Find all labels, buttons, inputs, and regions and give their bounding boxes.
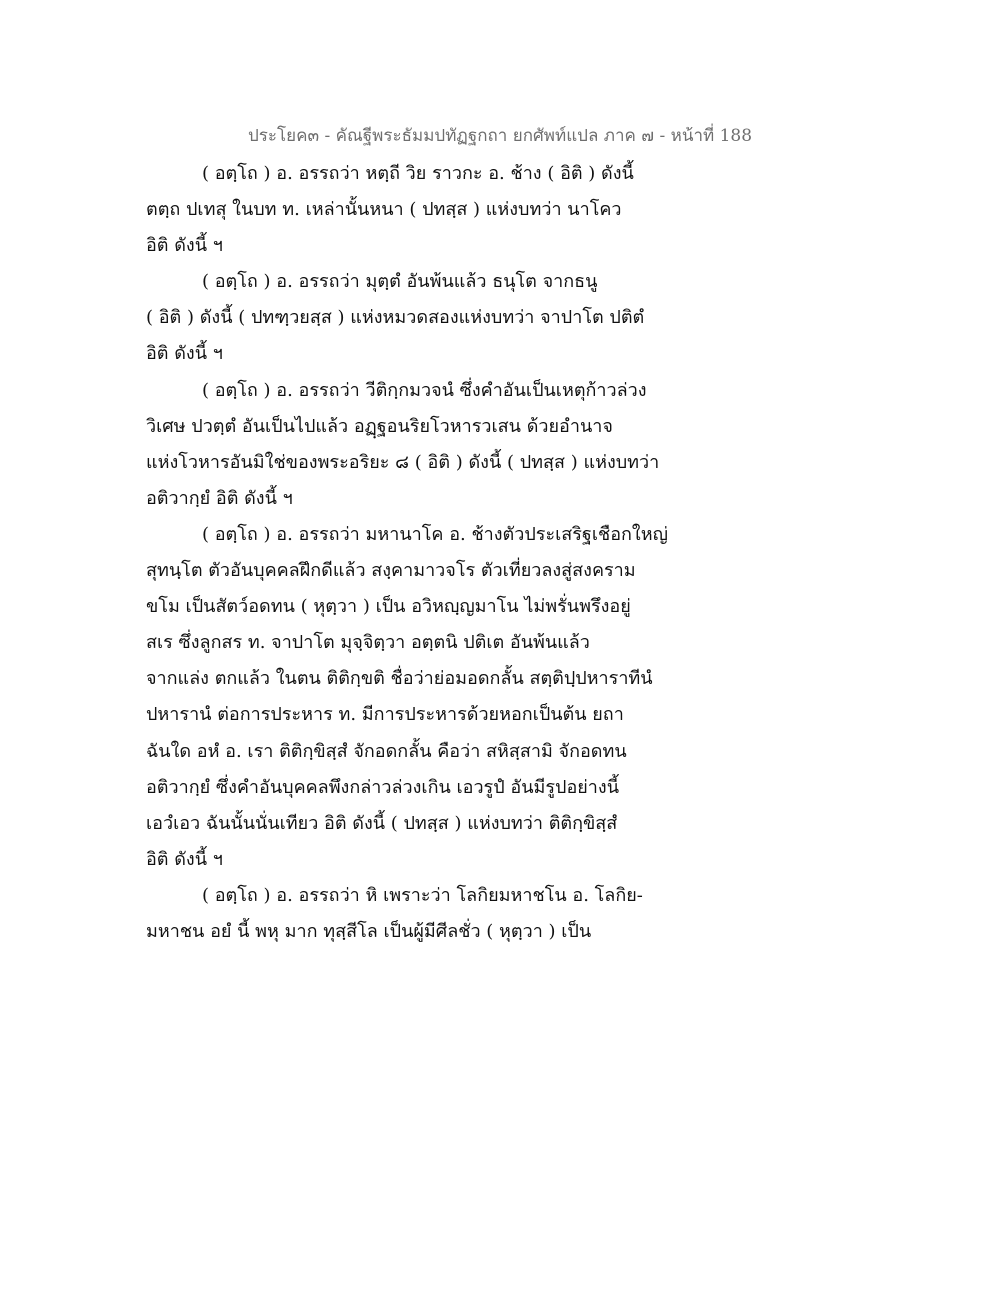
paragraph-line: ( อิติ ) ดังนี้ ( ปทฑฺวยสฺส ) แห่งหมวดสองแห่งบทว่า จาปาโต ปติตํ <box>146 307 645 329</box>
paragraph-line: สเร ซึ่งลูกสร ท. จาปาโต มุจฺจิตฺวา อตฺตนิ ปติเต อันพ้นแล้ว <box>146 632 590 654</box>
paragraph-line: มหาชน อยํ นี้ พหุ มาก ทุสฺสีโล เป็นผู้มีศีลชั่ว ( หุตฺวา ) เป็น <box>146 920 592 942</box>
paragraph-line: จากแล่ง ตกแล้ว ในตน ติติกฺขติ ชื่อว่าย่อมอดกลั้น สตฺติปฺปหาราทีนํ <box>146 668 653 690</box>
document-body <box>146 156 706 950</box>
paragraph-line: ( อตฺโถ ) อ. อรรถว่า หตฺถี วิย ราวกะ อ. ช้าง ( อิติ ) ดังนี้ <box>202 163 634 184</box>
paragraph-line: ขโม เป็นสัตว์อดทน ( หุตฺวา ) เป็น อวิหญฺญมาโน ไม่พรั่นพรึงอยู่ <box>146 596 631 618</box>
paragraph-line: ฉันใด อหํ อ. เรา ติติกฺขิสฺสํ จักอดกลั้น คือว่า สหิสฺสามิ จักอดทน <box>146 740 627 762</box>
paragraph-line: อิติ ดังนี้ ฯ <box>146 235 223 257</box>
paragraph-line: สุทนฺโต ตัวอันบุคคลฝึกดีแล้ว สงฺคามาวจโร ตัวเที่ยวลงสู่สงคราม <box>146 560 636 582</box>
paragraph-3 <box>146 373 706 517</box>
paragraph-line: อิติ ดังนี้ ฯ <box>146 848 223 870</box>
paragraph-1 <box>146 156 706 264</box>
paragraph-line: ( อตฺโถ ) อ. อรรถว่า มุตฺตํ อันพ้นแล้ว ธนุโต จากธนู <box>202 271 598 293</box>
paragraph-line: แห่งโวหารอันมิใช่ของพระอริยะ ๘ ( อิติ ) ดังนี้ ( ปทสฺส ) แห่งบทว่า <box>146 451 660 473</box>
paragraph-line: เอวํเอว ฉันนั้นนั่นเทียว อิติ ดังนี้ ( ปทสฺส ) แห่งบทว่า ติติกฺขิสฺสํ <box>146 812 618 834</box>
paragraph-line: ปหารานํ ต่อการประหาร ท. มีการประหารด้วยหอกเป็นต้น ยถา <box>146 704 624 726</box>
paragraph-line: ( อตฺโถ ) อ. อรรถว่า มหานาโค อ. ช้างตัวประเสริฐเชือกใหญ่ <box>202 523 668 545</box>
paragraph-line: ( อตฺโถ ) อ. อรรถว่า วีติกฺกมวจนํ ซึ่งคำอันเป็นเหตุก้าวล่วง <box>202 379 647 401</box>
paragraph-5 <box>146 878 706 950</box>
paragraph-line: ( อตฺโถ ) อ. อรรถว่า หิ เพราะว่า โลกิยมหาชโน อ. โลกิย- <box>202 884 643 906</box>
paragraph-line: อติวากฺยํ ซึ่งคำอันบุคคลพึงกล่าวล่วงเกิน เอวรูปํ อันมีรูปอย่างนี้ <box>146 776 620 798</box>
page-header: ประโยค๓ - คัณฐีพระธัมมปทัฏฐกถา ยกศัพท์แปล ภาค ๗ - หน้าที่ 188 <box>247 126 753 146</box>
paragraph-line: วิเศษ ปวตฺตํ อันเป็นไปแล้ว อฏฺฐอนริยโวหารวเสน ด้วยอำนาจ <box>146 415 613 437</box>
paragraph-2 <box>146 264 706 372</box>
paragraph-4 <box>146 517 706 878</box>
paragraph-line: ตตฺถ ปเทสุ ในบท ท. เหล่านั้นหนา ( ปทสฺส ) แห่งบทว่า นาโคว <box>146 199 622 221</box>
paragraph-line: อติวากฺยํ อิติ ดังนี้ ฯ <box>146 487 293 509</box>
paragraph-line: อิติ ดังนี้ ฯ <box>146 343 223 365</box>
